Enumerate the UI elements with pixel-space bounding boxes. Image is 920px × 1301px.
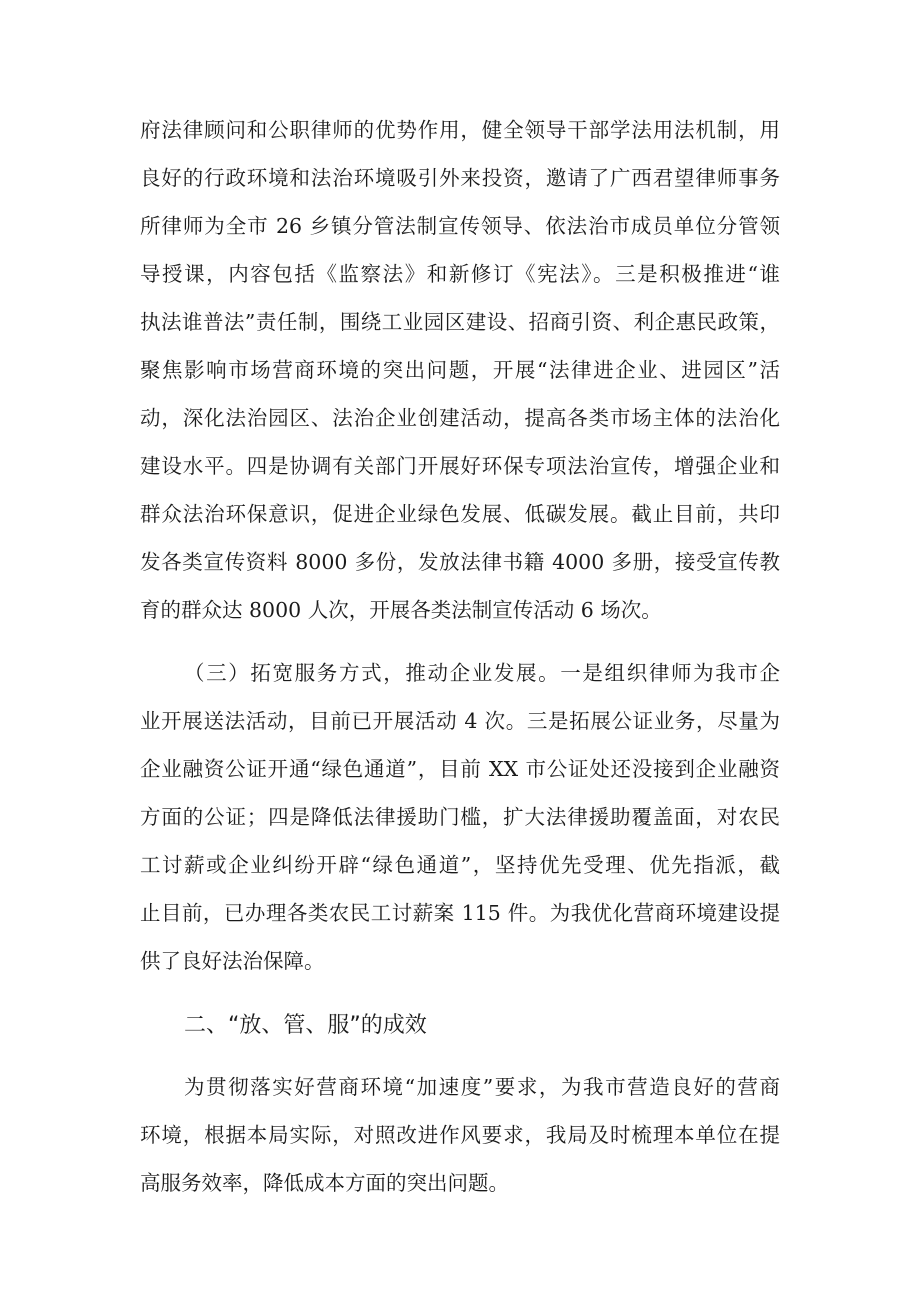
- paragraph-line: 供了良好法治保障。: [140, 949, 325, 973]
- paragraph-line: 高服务效率，降低成本方面的突出问题。: [140, 1171, 509, 1195]
- paragraph-line: 执法谁普法”责任制，围绕工业园区建设、招商引资、利企惠民政策，: [140, 310, 780, 334]
- paragraph-line: 育的群众达 8000 人次，开展各类法制宣传活动 6 场次。: [140, 598, 662, 622]
- paragraph-line: 为贯彻落实好营商环境“加速度”要求，为我市营造良好的营商: [184, 1075, 780, 1099]
- paragraph-line: 动，深化法治园区、法治企业创建活动，提高各类市场主体的法治化: [140, 406, 780, 430]
- paragraph-line: 聚焦影响市场营商环境的突出问题，开展“法律进企业、进园区”活: [140, 358, 780, 382]
- paragraph-line: 止目前，已办理各类农民工讨薪案 115 件。为我优化营商环境建设提: [140, 901, 780, 925]
- paragraph-line: 群众法治环保意识，促进企业绿色发展、低碳发展。截止目前，共印: [140, 502, 780, 526]
- paragraph-line: 业开展送法活动，目前已开展活动 4 次。三是拓展公证业务，尽量为: [140, 709, 780, 733]
- paragraph-line: 发各类宣传资料 8000 多份，发放法律书籍 4000 多册，接受宣传教: [140, 550, 780, 574]
- section-heading: 二、“放、管、服”的成效: [184, 1013, 427, 1038]
- paragraph-line: 府法律顾问和公职律师的优势作用，健全领导干部学法用法机制，用: [140, 118, 780, 142]
- paragraph-line: 所律师为全市 26 乡镇分管法制宣传领导、依法治市成员单位分管领: [140, 214, 780, 238]
- paragraph-line: 良好的行政环境和法治环境吸引外来投资，邀请了广西君望律师事务: [140, 166, 780, 190]
- paragraph-line: 企业融资公证开通“绿色通道”，目前 XX 市公证处还没接到企业融资: [140, 757, 780, 781]
- paragraph-line: 方面的公证；四是降低法律援助门槛，扩大法律援助覆盖面，对农民: [140, 805, 780, 829]
- paragraph-line: 环境，根据本局实际，对照改进作风要求，我局及时梳理本单位在提: [140, 1123, 780, 1147]
- paragraph-line: 建设水平。四是协调有关部门开展好环保专项法治宣传，增强企业和: [140, 454, 780, 478]
- paragraph-line: （三）拓宽服务方式，推动企业发展。一是组织律师为我市企: [184, 661, 780, 685]
- paragraph-line: 工讨薪或企业纠纷开辟“绿色通道”，坚持优先受理、优先指派，截: [140, 853, 780, 877]
- paragraph-line: 导授课，内容包括《监察法》和新修订《宪法》。三是积极推进“谁: [140, 262, 780, 286]
